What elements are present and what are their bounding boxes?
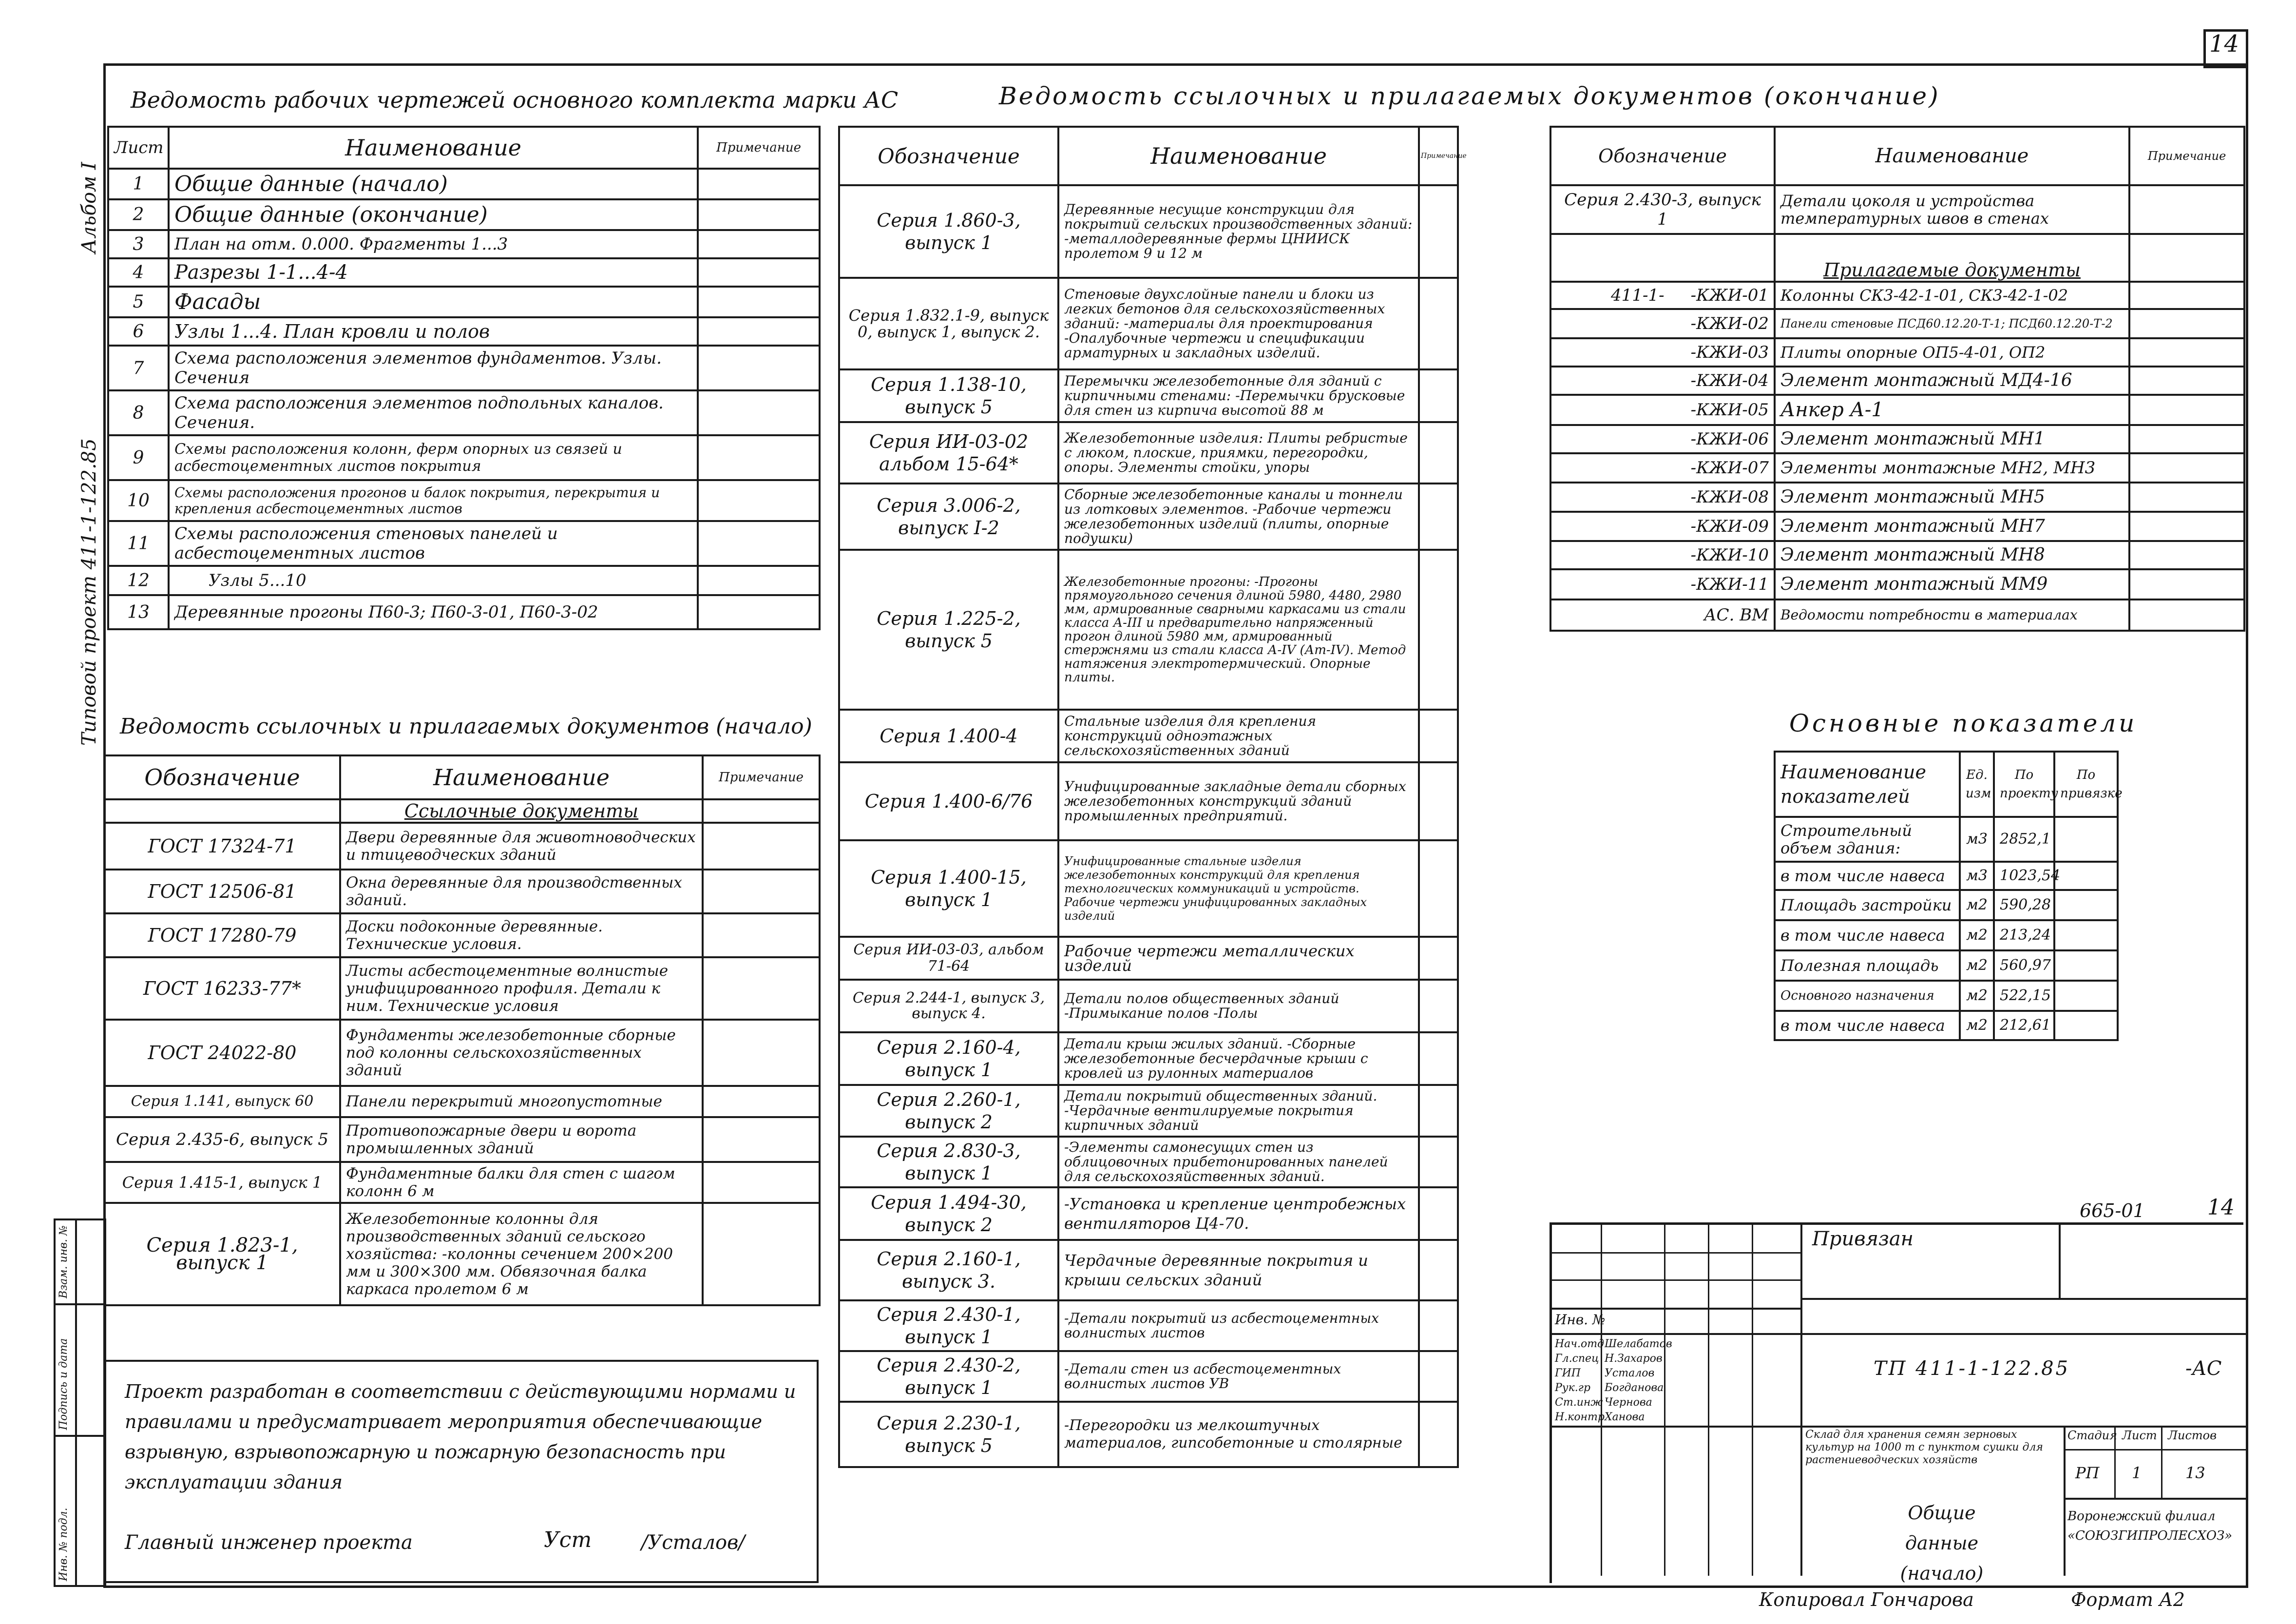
attached-row: -КЖИ-04 Элемент монтажный МД4-16: [1550, 367, 2244, 395]
staff-role: Нач.отд: [1555, 1338, 1605, 1350]
drawing-row: 12 Узлы 5...10: [108, 566, 820, 595]
drawing-row: 4 Разрезы 1-1...4-4: [108, 258, 820, 287]
drawings-table: [107, 126, 821, 630]
drawing-row: 5 Фасады: [108, 287, 820, 317]
reference-row: ГОСТ 16233-77* Листы асбестоцементные волнистые унифицированного профиля. Детали к ним. Технические условия: [104, 957, 820, 1020]
reference-row: Серия 1.494-30, выпуск 2 -Установка и крепление центробежных вентиляторов Ц4-70.: [839, 1187, 1458, 1240]
col-note: Примечание: [2129, 127, 2244, 185]
indicator-row: Основного назначения м2 522,15: [1775, 981, 2118, 1011]
reference-row: Серия 1.400-15, выпуск 1 Унифицированные стальные изделия железобетонных конструкций для крепления технологических коммуникаций и устройств. Рабочие чертежи унифицированных закладных изделий: [839, 840, 1458, 937]
drawing-row: 9 Схемы расположения колонн, ферм опорных из связей и асбестоцементных листов покрытия: [108, 435, 820, 480]
references-middle-table: [838, 126, 1467, 1468]
col-note: Примечание: [1419, 127, 1458, 185]
attached-row: -КЖИ-11 Элемент монтажный ММ9: [1550, 569, 2244, 599]
reference-row: Серия 2.435-6, выпуск 5 Противопожарные двери и ворота промышленных зданий: [104, 1117, 820, 1162]
mark: -АС: [2185, 1357, 2222, 1380]
drawing-row: 7 Схема расположения элементов фундаментов. Узлы. Сечения: [108, 346, 820, 390]
staff-role: Рук.гр: [1555, 1382, 1590, 1394]
staff-role: Гл.спец: [1555, 1353, 1599, 1365]
col-name: Наименование: [169, 127, 698, 169]
object-name: Склад для хранения семян зерновых культур на 1000 т с пунктом сушки для растениеводческих хозяйств: [1805, 1429, 2043, 1466]
drawing-row: 10 Схемы расположения прогонов и балок покрытия, перекрытия и крепления асбестоцементных листов: [108, 480, 820, 521]
col-note: Примечание: [698, 127, 820, 169]
staff-role: Н.контр: [1555, 1411, 1605, 1423]
copied-by: Копировал Гончарова: [1759, 1589, 1974, 1610]
col-project: По проекту: [1994, 752, 2054, 817]
indicator-row: Полезная площадь м2 560,97: [1775, 950, 2118, 981]
reference-row: Серия 2.430-3, выпуск 1 Детали цоколя и устройства температурных швов в стенах: [1550, 185, 2244, 234]
reference-row: ГОСТ 24022-80 Фундаменты железобетонные сборные под колонны сельскохозяйственных зданий: [104, 1020, 820, 1086]
attached-row: 411-1- -КЖИ-01 Колонны СК3-42-1-01, СК3-42-1-02: [1550, 282, 2244, 309]
project-label: Типовой проект 411-1-122.85: [78, 438, 100, 746]
title-block: [1550, 1222, 2243, 1583]
reference-row: Серия 1.415-1, выпуск 1 Фундаментные балки для стен с шагом колонн 6 м: [104, 1162, 820, 1203]
designation: ТП 411-1-122.85: [1874, 1357, 2070, 1380]
reference-row: ГОСТ 12506-81 Окна деревянные для производственных зданий.: [104, 870, 820, 913]
attached-row: -КЖИ-02 Панели стеновые ПСД60.12.20-Т-1; ПСД60.12.20-Т-2: [1550, 309, 2244, 338]
side-stamp: [54, 1218, 106, 1587]
sheets-header: Листов: [2168, 1429, 2217, 1442]
chief-signature: Уст: [544, 1527, 592, 1552]
reference-row: Серия 1.400-4 Стальные изделия для крепления конструкций одноэтажных сельскохозяйственных зданий: [839, 710, 1458, 762]
bound-label: Привязан: [1812, 1228, 1914, 1250]
indicator-row: в том числе навеса м3 1023,54: [1775, 862, 2118, 890]
inventory-label: Инв. №: [1555, 1312, 1606, 1328]
reference-row: ГОСТ 17280-79 Доски подоконные деревянные. Технические условия.: [104, 913, 820, 957]
indicators-table: [1774, 751, 2123, 1041]
reference-row: Серия ИИ-03-03, альбом 71-64 Рабочие чертежи металлических изделий: [839, 937, 1458, 980]
reference-row: Серия 2.830-3, выпуск 1 -Элементы самонесущих стен из облицовочных прибетонированных панелей для сельскохозяйственных зданий.: [839, 1137, 1458, 1187]
staff-role: ГИП: [1555, 1367, 1581, 1379]
stage-header: Стадия: [2067, 1429, 2117, 1442]
drawing-row: 11 Схемы расположения стеновых панелей и асбестоцементных листов: [108, 521, 820, 566]
drawing-row: 2 Общие данные (окончание): [108, 199, 820, 230]
paper-format: Формат А2: [2071, 1589, 2185, 1610]
staff-name: Н.Захаров: [1605, 1353, 1663, 1365]
references-start-table: [103, 754, 821, 1306]
indicator-row: Площадь застройки м2 590,28: [1775, 890, 2118, 920]
drawing-row: 8 Схема расположения элементов подпольных каналов. Сечения.: [108, 390, 820, 435]
staff-name: Усталов: [1605, 1367, 1655, 1379]
attached-row: -КЖИ-03 Плиты опорные ОП5-4-01, ОП2: [1550, 338, 2244, 367]
attached-row: -КЖИ-05 Анкер А-1: [1550, 395, 2244, 425]
stamp-code-top: 665-01: [2080, 1200, 2145, 1221]
reference-row: Серия 2.430-2, выпуск 1 -Детали стен из асбестоцементных волнистых листов УВ: [839, 1351, 1458, 1402]
col-unit: Ед. изм: [1960, 752, 1994, 817]
reference-row: Серия ИИ-03-02 альбом 15-64* Железобетонные изделия: Плиты ребристые с люком, плоские, приямки, перегородки, опоры. Элементы стойки, упоры: [839, 422, 1458, 483]
staff-name: Ханова: [1605, 1411, 1645, 1423]
reference-row: Серия 1.141, выпуск 60 Панели перекрытий многопустотные: [104, 1086, 820, 1117]
drawing-row: 13 Деревянные прогоны П60-3; П60-3-01, П60-3-02: [108, 595, 820, 629]
col-name: Наименование: [340, 755, 703, 799]
drawing-row: 3 План на отм. 0.000. Фрагменты 1...3: [108, 230, 820, 258]
drawing-row: 6 Узлы 1...4. План кровли и полов: [108, 317, 820, 346]
indicator-row: в том числе навеса м2 212,61: [1775, 1011, 2118, 1040]
attached-row: -КЖИ-06 Элемент монтажный МН1: [1550, 425, 2244, 453]
attached-row: -КЖИ-09 Элемент монтажный МН7: [1550, 512, 2244, 541]
col-designation: Обозначение: [839, 127, 1058, 185]
stage-value: РП: [2075, 1464, 2100, 1482]
indicator-row: в том числе навеса м2 213,24: [1775, 920, 2118, 950]
section-attached: Прилагаемые документы: [1775, 234, 2129, 282]
references-end-title: Ведомость ссылочных и прилагаемых документов (окончание): [999, 82, 1940, 110]
section-referenced: Ссылочные документы: [340, 799, 703, 823]
reference-row: Серия 3.006-2, выпуск I-2 Сборные железобетонные каналы и тоннели из лотковых элементов. -Рабочие чертежи железобетонных изделий (плиты, опорные подушки): [839, 483, 1458, 550]
notes-text: Проект разработан в соответствии с действующими нормами и правилами и предусматривает мероприятия обеспечивающие взрывную, взрывопожарную и пожарную безопасность при эксплуатации здания: [125, 1381, 796, 1493]
side-label-replacement: Взам. инв. №: [57, 1225, 70, 1298]
drawing-row: 1 Общие данные (начало): [108, 169, 820, 199]
reference-row: Серия 1.400-6/76 Унифицированные закладные детали сборных железобетонных конструкций зданий промышленных предприятий.: [839, 762, 1458, 840]
references-start-title: Ведомость ссылочных и прилагаемых документов (начало): [120, 714, 812, 739]
sheets-value: 13: [2185, 1464, 2205, 1482]
reference-row: ГОСТ 17324-71 Двери деревянные для животноводческих и птицеводческих зданий: [104, 823, 820, 870]
col-indicator-name: Наименование показателей: [1775, 752, 1960, 817]
reference-row: Серия 2.230-1, выпуск 5 -Перегородки из мелкоштучных материалов, гипсобетонные и столярные: [839, 1402, 1458, 1467]
staff-name: Богданова: [1605, 1382, 1664, 1394]
reference-row: Серия 2.244-1, выпуск 3, выпуск 4. Детали полов общественных зданий -Примыкание полов -Полы: [839, 980, 1458, 1032]
reference-row: Серия 2.160-4, выпуск 1 Детали крыш жилых зданий. -Сборные железобетонные бесчердачные крыши с кровлей из рулонных материалов: [839, 1032, 1458, 1085]
side-label-signature: Подпись и дата: [57, 1338, 70, 1430]
reference-row: Серия 1.860-3, выпуск 1 Деревянные несущие конструкции для покрытий сельских производственных зданий: -металлодеревянные фермы ЦНИИСК пролетом 9 и 12 м: [839, 185, 1458, 278]
staff-name: Шелабатов: [1605, 1338, 1672, 1350]
reference-row: Серия 1.832.1-9, выпуск 0, выпуск 1, выпуск 2. Стеновые двухслойные панели и блоки из легких бетонов для сельскохозяйственных зданий: -материалы для проектирования -Опалубочные чертежи и спецификации арматурных и закладных изделий.: [839, 278, 1458, 369]
sheet-value: 1: [2132, 1464, 2142, 1482]
col-binding: По привязке: [2054, 752, 2118, 817]
reference-row: Серия 1.823-1, выпуск 1 Железобетонные колонны для производственных зданий сельского хозяйства: -колонны сечением 200×200 мм и 300×300 мм. Обвязочная балка каркаса пролетом 6 м: [104, 1203, 820, 1305]
col-designation: Обозначение: [104, 755, 340, 799]
attached-row: АС. ВМ Ведомости потребности в материалах: [1550, 599, 2244, 631]
album-label: Альбом I: [78, 162, 100, 253]
reference-row: Серия 2.430-1, выпуск 1 -Детали покрытий из асбестоцементных волнистых листов: [839, 1300, 1458, 1351]
attached-row: -КЖИ-10 Элемент монтажный МН8: [1550, 541, 2244, 569]
attached-row: -КЖИ-08 Элемент монтажный МН5: [1550, 483, 2244, 512]
references-right-table: [1550, 126, 2245, 632]
project-notes: [103, 1360, 819, 1583]
staff-name: Чернова: [1605, 1396, 1652, 1409]
chief-engineer-label: Главный инженер проекта: [125, 1531, 413, 1554]
indicator-row: Строительный объем здания: м3 2852,1: [1775, 817, 2118, 862]
sheet-header: Лист: [2122, 1429, 2157, 1442]
stamp-sheet-top: 14: [2207, 1195, 2235, 1220]
reference-row: Серия 2.260-1, выпуск 2 Детали покрытий общественных зданий. -Чердачные вентилируемые покрытия кирпичных зданий: [839, 1085, 1458, 1137]
organization: Воронежский филиал «СОЮЗГИПРОЛЕСХОЗ»: [2067, 1509, 2233, 1543]
col-note: Примечание: [703, 755, 820, 799]
staff-role: Ст.инж: [1555, 1396, 1603, 1409]
reference-row: Серия 2.160-1, выпуск 3. Чердачные деревянные покрытия и крыши сельских зданий: [839, 1240, 1458, 1300]
chief-engineer-name: /Усталов/: [641, 1531, 745, 1554]
side-label-inventory: Инв. № подл.: [57, 1508, 70, 1581]
page-number: 14: [2209, 30, 2239, 58]
reference-row: Серия 1.138-10, выпуск 5 Перемычки железобетонные для зданий с кирпичными стенами: -Перемычки брусковые для стен из кирпича высотой 88 м: [839, 369, 1458, 422]
col-sheet: Лист: [108, 127, 169, 169]
reference-row: Серия 1.225-2, выпуск 5 Железобетонные прогоны: -Прогоны прямоугольного сечения длиной 5980, 4480, 2980 мм, армированные сварными каркасами из стали класса А-III и предварительно напряженный прогон длиной 5980 мм, армированный стержнями из стали класса А-IV (Ат-IV). Метод натяжения электротермический. Опорные плиты.: [839, 550, 1458, 710]
drawings-list-title: Ведомость рабочих чертежей основного комплекта марки АС: [131, 87, 899, 113]
attached-row: -КЖИ-07 Элементы монтажные МН2, МН3: [1550, 453, 2244, 483]
indicators-title: Основные показатели: [1789, 709, 2138, 737]
col-designation: Обозначение: [1550, 127, 1775, 185]
col-name: Наименование: [1775, 127, 2129, 185]
col-name: Наименование: [1058, 127, 1419, 185]
sheet-name: Общие данные (начало): [1900, 1502, 1984, 1584]
